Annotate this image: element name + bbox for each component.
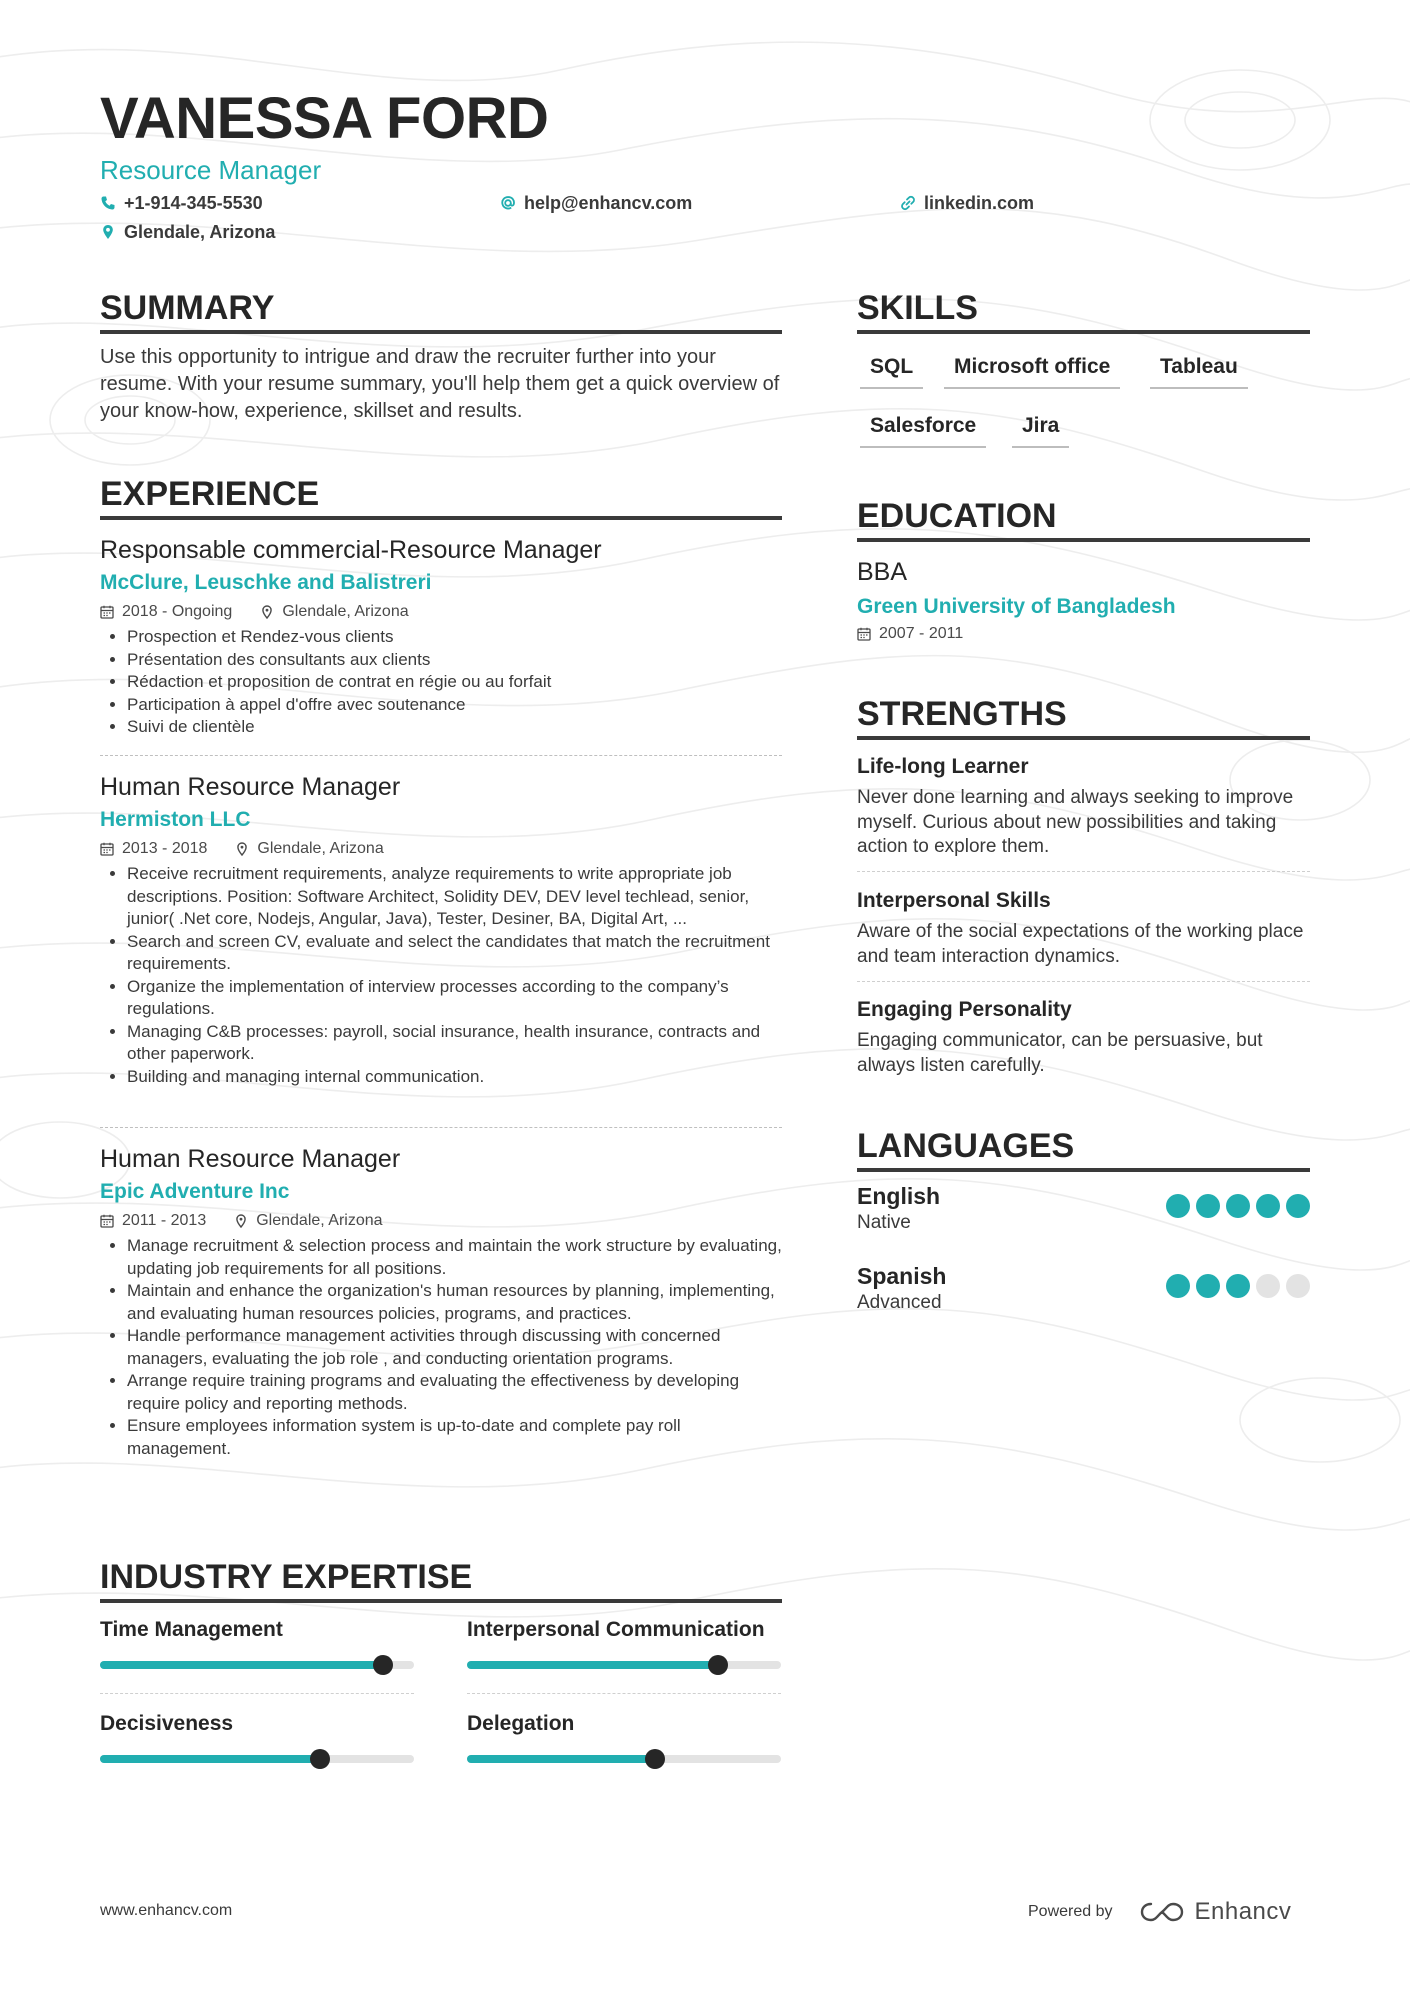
skill-tag: Salesforce [860, 412, 986, 448]
brand-logo[interactable] [1139, 1898, 1292, 1926]
language-rating [1166, 1274, 1310, 1298]
rating-dot [1226, 1194, 1250, 1218]
skills-heading: SKILLS [857, 288, 1310, 334]
experience-item-2 [100, 771, 782, 1088]
rating-dot [1196, 1194, 1220, 1218]
enhancv-logo-icon [1139, 1900, 1185, 1924]
contact-email[interactable] [500, 192, 692, 214]
rating-dot [1256, 1274, 1280, 1298]
expertise-label: Delegation [467, 1712, 575, 1735]
strength-desc: Aware of the social expectations of the working place and team interaction dynamics. [857, 921, 1304, 967]
languages-heading: LANGUAGES [857, 1126, 1310, 1172]
rating-dot [1166, 1194, 1190, 1218]
expertise-item-2 [467, 1617, 781, 1669]
bullet: • Suivi de clientèle [127, 716, 782, 739]
strength-item-1 [857, 754, 1310, 860]
rating-dot [1166, 1274, 1190, 1298]
role-location-text: Glendale, Arizona [257, 840, 384, 857]
skill-tag: Microsoft office [944, 353, 1120, 389]
expertise-bar-knob [708, 1655, 728, 1675]
expertise-bar [100, 1755, 414, 1763]
role-title: Human Resource Manager [100, 1145, 401, 1173]
language-level: Advanced [857, 1292, 942, 1313]
expertise-bar-knob [310, 1749, 330, 1769]
expertise-bar-knob [373, 1655, 393, 1675]
education-dates-text: 2007 - 2011 [879, 625, 964, 642]
bullet: • Rédaction et proposition de contrat en régie ou au forfait [127, 671, 782, 694]
bullet: • Handle performance management activities through discussing with concerned managers, evaluating the job role , and conducting orientation programs. [127, 1325, 782, 1370]
rating-dot [1256, 1194, 1280, 1218]
bullet: • Participation à appel d'offre avec soutenance [127, 694, 782, 717]
role-meta [100, 602, 782, 622]
bullet: • Arrange require training programs and evaluating the effectiveness by developing require policy and reporting methods. [127, 1370, 782, 1415]
bullet: • Search and screen CV, evaluate and select the candidates that match the recruitment requirements. [127, 931, 782, 976]
at-icon [500, 195, 516, 211]
experience-item-3 [100, 1143, 782, 1460]
phone-text: +1-914-345-5530 [124, 193, 263, 213]
role-title: Responsable commercial-Resource Manager [100, 536, 602, 564]
strength-item-3 [857, 997, 1310, 1078]
role-bullets [100, 863, 782, 1088]
location-pin-icon [100, 224, 116, 240]
role-location-text: Glendale, Arizona [256, 1212, 383, 1229]
divider [857, 981, 1310, 982]
contact-linkedin[interactable] [900, 192, 1034, 214]
expertise-bar [467, 1661, 781, 1669]
bullet: • Présentation des consultants aux clients [127, 649, 782, 672]
brand-name: Enhancv [1194, 1898, 1292, 1925]
summary-text: Use this opportunity to intrigue and draw the recruiter further into your resume. With your resume summary, you'll help them get a quick overview of your know-how, experience, skillset and results. [100, 346, 780, 422]
strength-title: Engaging Personality [857, 998, 1072, 1021]
bullet: • Managing C&B processes: payroll, social insurance, health insurance, contracts and other paperwork. [127, 1021, 782, 1066]
expertise-bar-fill [467, 1661, 718, 1669]
linkedin-text: linkedin.com [924, 193, 1035, 213]
role-meta [100, 1211, 782, 1231]
bullet: • Ensure employees information system is up-to-date and complete pay roll management. [127, 1415, 782, 1460]
role-dates: 2018 - Ongoing [122, 603, 233, 620]
powered-by-text: Powered by [1028, 1903, 1113, 1920]
bullet: • Prospection et Rendez-vous clients [127, 626, 782, 649]
expertise-label: Time Management [100, 1618, 283, 1641]
language-name: Spanish [857, 1263, 947, 1289]
expertise-label: Decisiveness [100, 1712, 234, 1735]
bullet: • Building and managing internal communication. [127, 1066, 782, 1089]
language-level: Native [857, 1212, 911, 1233]
footer-branding [1028, 1898, 1291, 1926]
bullet: • Manage recruitment & selection process and maintain the work structure by evaluating, updating job requirements for all positions. [127, 1235, 782, 1280]
language-rating [1166, 1194, 1310, 1218]
language-item-1 [857, 1182, 1310, 1235]
strengths-heading: STRENGTHS [857, 694, 1310, 740]
role-location [260, 602, 408, 622]
divider [100, 755, 782, 756]
expertise-bar-fill [100, 1755, 320, 1763]
skill-tag: Tableau [1150, 353, 1248, 389]
contact-location [100, 221, 275, 243]
role-location [235, 839, 383, 859]
bullet: • Organize the implementation of interview processes according to the company’s regulations. [127, 976, 782, 1021]
expertise-item-4 [467, 1711, 781, 1763]
education-school: Green University of Bangladesh [857, 595, 1176, 618]
expertise-bar-fill [467, 1755, 655, 1763]
role-dates: 2011 - 2013 [122, 1212, 207, 1229]
role-location [234, 1211, 382, 1231]
expertise-bar [467, 1755, 781, 1763]
divider [857, 871, 1310, 872]
rating-dot [1286, 1274, 1310, 1298]
calendar-icon [100, 605, 114, 619]
location-text: Glendale, Arizona [124, 222, 276, 242]
expertise-bar [100, 1661, 414, 1669]
role-meta [100, 839, 782, 859]
role-bullets [100, 1235, 782, 1460]
location-pin-icon [260, 605, 274, 619]
experience-item-1 [100, 534, 782, 739]
strength-desc: Never done learning and always seeking to improve myself. Curious about new possibilities and taking action to explore them. [857, 787, 1294, 857]
phone-icon [100, 195, 116, 211]
education-degree: BBA [857, 558, 908, 586]
footer-website[interactable]: www.enhancv.com [100, 1902, 233, 1919]
expertise-item-1 [100, 1617, 414, 1669]
role-company: Hermiston LLC [100, 808, 251, 831]
language-item-2 [857, 1262, 1310, 1315]
rating-dot [1226, 1274, 1250, 1298]
education-heading: EDUCATION [857, 496, 1310, 542]
calendar-icon [857, 627, 871, 641]
divider [100, 1693, 414, 1694]
divider [467, 1693, 781, 1694]
calendar-icon [100, 1214, 114, 1228]
expertise-label: Interpersonal Communication [467, 1618, 765, 1641]
strength-title: Interpersonal Skills [857, 889, 1051, 912]
location-pin-icon [234, 1214, 248, 1228]
rating-dot [1196, 1274, 1220, 1298]
bullet: • Maintain and enhance the organization's human resources by planning, implementing, and evaluating human resources policies, programs, and practices. [127, 1280, 782, 1325]
rating-dot [1286, 1194, 1310, 1218]
bullet: • Receive recruitment requirements, analyze requirements to write appropriate job descriptions. Position: Software Architect, Solidity DEV, DEV level techlead, senior, junior( .Net core, Nodejs, Angular, Java), Tester, Desiner, BA, Digital Art, ... [127, 863, 782, 931]
skill-tag: Jira [1012, 412, 1069, 448]
location-pin-icon [235, 842, 249, 856]
divider [100, 1127, 782, 1128]
strength-item-2 [857, 888, 1310, 969]
role-bullets [100, 626, 782, 739]
skill-tag: SQL [860, 353, 923, 389]
expertise-bar-fill [100, 1661, 383, 1669]
language-name: English [857, 1183, 941, 1209]
industry-expertise-heading: INDUSTRY EXPERTISE [100, 1557, 782, 1603]
strength-title: Life-long Learner [857, 755, 1029, 778]
link-icon [900, 195, 916, 211]
candidate-title: Resource Manager [100, 155, 322, 185]
experience-heading: EXPERIENCE [100, 474, 782, 520]
candidate-name: VANESSA FORD [100, 86, 549, 151]
role-dates: 2013 - 2018 [122, 840, 208, 857]
expertise-bar-knob [645, 1749, 665, 1769]
summary-heading: SUMMARY [100, 288, 782, 334]
expertise-item-3 [100, 1711, 414, 1763]
role-company: McClure, Leuschke and Balistreri [100, 571, 432, 594]
role-company: Epic Adventure Inc [100, 1180, 290, 1203]
strength-desc: Engaging communicator, can be persuasive, but always listen carefully. [857, 1030, 1263, 1076]
calendar-icon [100, 842, 114, 856]
role-location-text: Glendale, Arizona [282, 603, 409, 620]
contact-phone[interactable] [100, 192, 263, 214]
education-dates [857, 625, 963, 643]
role-title: Human Resource Manager [100, 773, 401, 801]
email-text: help@enhancv.com [524, 193, 693, 213]
